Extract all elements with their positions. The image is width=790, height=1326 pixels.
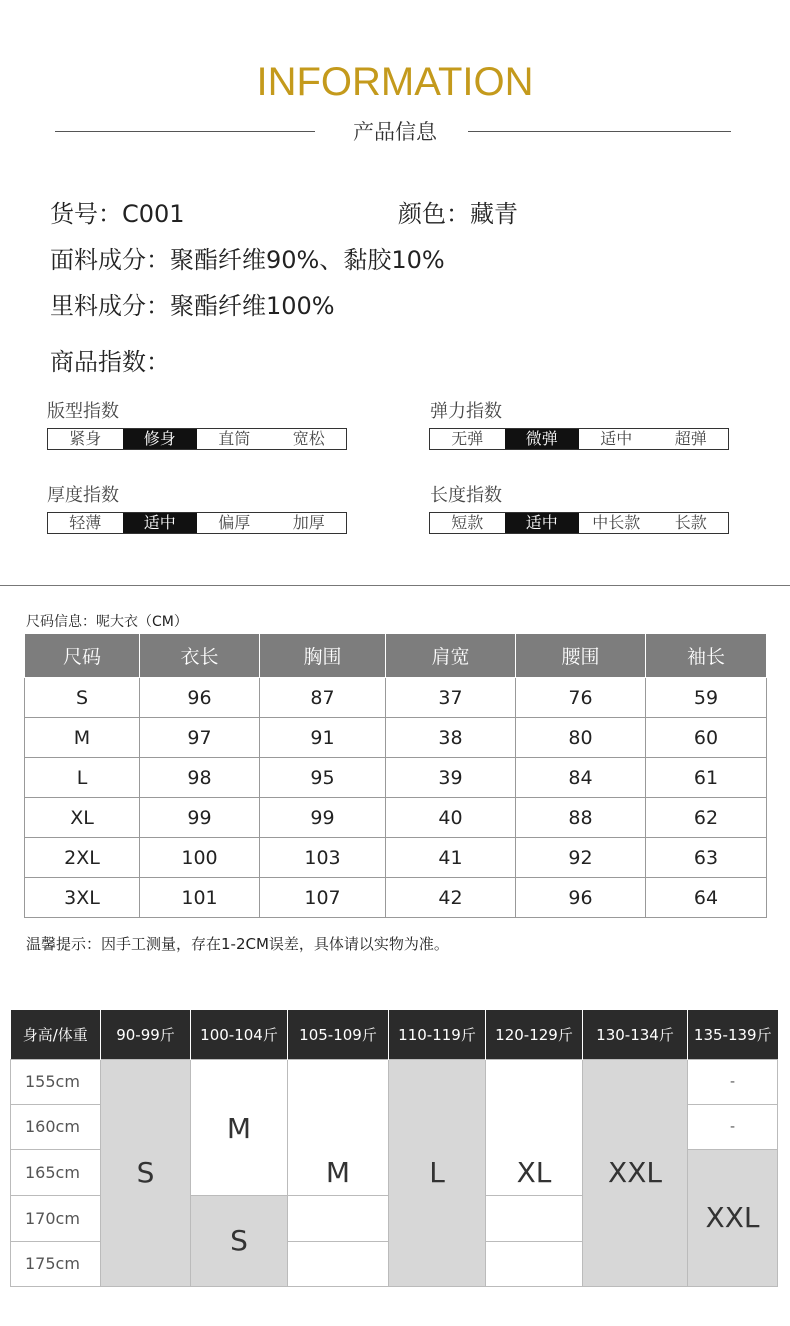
size-cell: 96 <box>140 678 260 718</box>
index-label-length: 长度指数 <box>430 485 502 506</box>
size-table-caption: 尺码信息：呢大衣（CM） <box>26 614 188 630</box>
fit-cell: S <box>101 1059 191 1286</box>
index-option: 修身 <box>123 429 198 449</box>
size-cell: 64 <box>646 878 767 918</box>
index-label-elasticity: 弹力指数 <box>430 401 502 422</box>
size-cell: 3XL <box>25 878 140 918</box>
header-title: INFORMATION <box>256 60 534 104</box>
size-cell: 95 <box>260 758 386 798</box>
index-option: 轻薄 <box>69 513 102 532</box>
fit-cell: - <box>688 1059 778 1104</box>
index-option: 偏厚 <box>218 513 251 532</box>
index-option: 紧身 <box>69 429 102 448</box>
size-row <box>25 758 767 798</box>
size-header-cell: 袖长 <box>646 634 767 678</box>
fit-height-label: 175cm <box>11 1241 101 1286</box>
fit-weight-header: 130-134斤 <box>583 1010 688 1059</box>
index-option: 短款 <box>451 513 484 532</box>
fit-height-label: 170cm <box>11 1195 101 1241</box>
fit-cell <box>288 1241 389 1286</box>
index-option: 长款 <box>674 513 707 532</box>
fit-weight-header: 100-104斤 <box>191 1010 288 1059</box>
size-cell: 96 <box>516 878 646 918</box>
size-cell: 37 <box>386 678 516 718</box>
size-cell: 107 <box>260 878 386 918</box>
size-cell: L <box>25 758 140 798</box>
index-option: 超弹 <box>674 429 707 448</box>
index-option: 宽松 <box>292 429 325 448</box>
size-cell: 84 <box>516 758 646 798</box>
fit-height-label: 155cm <box>11 1059 101 1104</box>
fit-cell: L <box>389 1059 486 1286</box>
fit-weight-header: 105-109斤 <box>288 1010 389 1059</box>
size-cell: 91 <box>260 718 386 758</box>
fit-cell: XL <box>486 1059 583 1195</box>
fit-weight-header: 110-119斤 <box>389 1010 486 1059</box>
size-cell: 101 <box>140 878 260 918</box>
fit-height-label: 165cm <box>11 1149 101 1195</box>
size-cell: 2XL <box>25 838 140 878</box>
index-label-thickness: 厚度指数 <box>47 485 119 506</box>
fit-cell: M <box>288 1059 389 1195</box>
measurement-note: 温馨提示：因手工测量，存在1-2CM误差，具体请以实物为准。 <box>26 935 449 953</box>
fit-cell: S <box>191 1195 288 1286</box>
size-header-cell: 腰围 <box>516 634 646 678</box>
size-cell: 76 <box>516 678 646 718</box>
size-cell: 62 <box>646 798 767 838</box>
index-scale-elasticity <box>429 428 729 450</box>
size-table-header <box>25 634 767 678</box>
size-header-cell: 尺码 <box>25 634 140 678</box>
subtitle-rule-right <box>468 131 731 132</box>
size-cell: 87 <box>260 678 386 718</box>
sku-line: 货号：C001 <box>50 200 185 228</box>
color-line: 颜色：藏青 <box>398 200 518 228</box>
size-cell: 40 <box>386 798 516 838</box>
fit-cell: M <box>191 1059 288 1195</box>
size-header-cell: 衣长 <box>140 634 260 678</box>
fit-weight-header: 90-99斤 <box>101 1010 191 1059</box>
index-option: 无弹 <box>451 429 484 448</box>
size-cell: M <box>25 718 140 758</box>
fit-weight-header: 120-129斤 <box>486 1010 583 1059</box>
fit-chart-header <box>11 1010 778 1059</box>
size-cell: XL <box>25 798 140 838</box>
index-option: 微弹 <box>505 429 580 449</box>
size-header-cell: 肩宽 <box>386 634 516 678</box>
section-divider <box>0 585 790 586</box>
index-scale-length <box>429 512 729 534</box>
size-cell: 99 <box>140 798 260 838</box>
fit-height-label: 160cm <box>11 1104 101 1149</box>
index-scale-thickness <box>47 512 347 534</box>
size-cell: 39 <box>386 758 516 798</box>
lining-line: 里料成分：聚酯纤维100% <box>50 292 335 320</box>
size-row <box>25 678 767 718</box>
size-row <box>25 878 767 918</box>
index-title: 商品指数： <box>50 348 170 376</box>
index-label-fit: 版型指数 <box>47 401 119 422</box>
index-option: 适中 <box>600 429 633 448</box>
index-option: 中长款 <box>592 513 641 532</box>
index-option: 直筒 <box>218 429 251 448</box>
index-scale-fit <box>47 428 347 450</box>
size-cell: 100 <box>140 838 260 878</box>
size-row <box>25 718 767 758</box>
fit-cell: XXL <box>688 1149 778 1286</box>
size-cell: 60 <box>646 718 767 758</box>
size-cell: 41 <box>386 838 516 878</box>
size-table <box>24 633 767 918</box>
fit-cell: XXL <box>583 1059 688 1286</box>
size-cell: 92 <box>516 838 646 878</box>
header-subtitle: 产品信息 <box>353 120 437 144</box>
fabric-line: 面料成分：聚酯纤维90%、黏胶10% <box>50 246 445 274</box>
size-cell: 59 <box>646 678 767 718</box>
index-option: 适中 <box>123 513 198 533</box>
fit-corner-cell: 身高/体重 <box>11 1010 101 1059</box>
index-option: 适中 <box>505 513 580 533</box>
fit-cell <box>486 1195 583 1241</box>
size-cell: 80 <box>516 718 646 758</box>
size-cell: 63 <box>646 838 767 878</box>
fit-row <box>11 1059 778 1104</box>
fit-weight-header: 135-139斤 <box>688 1010 778 1059</box>
size-cell: 98 <box>140 758 260 798</box>
size-row <box>25 838 767 878</box>
size-cell: 61 <box>646 758 767 798</box>
size-cell: S <box>25 678 140 718</box>
size-cell: 42 <box>386 878 516 918</box>
size-cell: 97 <box>140 718 260 758</box>
fit-chart <box>10 1010 778 1287</box>
fit-cell: - <box>688 1104 778 1149</box>
size-row <box>25 798 767 838</box>
fit-cell <box>288 1195 389 1241</box>
size-header-cell: 胸围 <box>260 634 386 678</box>
index-option: 加厚 <box>292 513 325 532</box>
fit-cell <box>486 1241 583 1286</box>
size-cell: 99 <box>260 798 386 838</box>
size-cell: 88 <box>516 798 646 838</box>
size-cell: 38 <box>386 718 516 758</box>
size-cell: 103 <box>260 838 386 878</box>
